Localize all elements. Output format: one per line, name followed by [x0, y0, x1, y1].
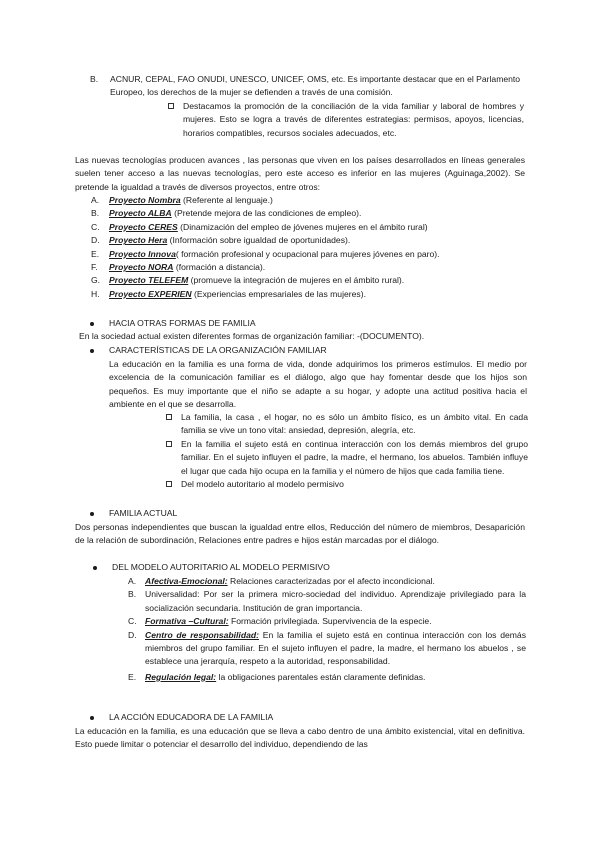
project-desc: (Dinamización del empleo de jóvenes mujeres en el ámbito rural)	[177, 221, 428, 232]
section-heading	[90, 507, 530, 520]
model-list	[128, 575, 526, 684]
list-marker: G.	[91, 275, 101, 286]
checkbox-bullet-icon	[168, 103, 174, 109]
heading-text: DEL MODELO AUTORITARIO AL MODELO PERMISIVO	[112, 562, 330, 572]
item-desc: Universalidad: Por ser la primera micro-sociedad del individuo. Aprendizaje privilegiado para la socialización secundaria. Institución de gran importancia.	[145, 589, 526, 613]
paragraph: La educación en la familia es una forma de vida, donde adquirimos los primeros estímulos. El medio por excelencia de la comunicación familiar es el diálogo, algo que hay fomentar desde que los hijos son pequeños. Es muy importante que el niño se adapte a su hogar, y adopte una actitud positiva hacia el ambiente en el que se desarrolla.	[109, 359, 527, 410]
heading-text: FAMILIA ACTUAL	[109, 508, 178, 518]
bullet-text: Destacamos la promoción de la conciliación de la vida familiar y laboral de hombres y mujeres. Esto se logra a través de diferentes estrategias: permisos, apoyos, licencias, horarios compatibles, recursos sociales adecuados, etc.	[183, 101, 524, 138]
bullet-icon	[90, 322, 94, 326]
list-marker: B.	[128, 589, 137, 600]
list-item	[91, 234, 531, 247]
checkbox-bullet-item	[166, 438, 528, 478]
item-term: Formativa –Cultural:	[145, 616, 229, 627]
bullet-text: En la familia el sujeto está en continua interacción con los demás miembros del grupo familiar. En el sujeto influyen el padre, la madre, el hermano, los abuelos. También influye el lugar que cada hijo ocupa en la familia y el número de hijos que cada familia tiene.	[181, 438, 528, 476]
list-marker: D.	[128, 629, 137, 640]
checkbox-bullet-icon	[166, 414, 172, 420]
heading-text: HACIA OTRAS FORMAS DE FAMILIA	[109, 318, 256, 328]
project-desc: (formación a distancia).	[173, 262, 266, 273]
list-marker: D.	[91, 235, 100, 246]
list-item	[128, 629, 526, 669]
bullet-icon	[90, 512, 94, 516]
list-marker: B.	[90, 74, 99, 84]
project-desc: (Información sobre igualdad de oportunidades).	[167, 235, 351, 246]
list-item	[91, 288, 531, 301]
list-item	[91, 221, 531, 234]
project-name: Proyecto NORA	[109, 262, 174, 273]
paragraph: La educación en la familia, es una educación que se lleva a cabo dentro de una ámbito existencial, vital en definitiva. Esto puede limitar o potenciar el desarrollo del individuo, dependiendo de las	[75, 726, 525, 750]
project-desc: (Experiencias empresariales de las mujeres).	[191, 288, 366, 299]
heading-text: LA ACCIÓN EDUCADORA DE LA FAMILIA	[109, 712, 274, 722]
list-marker: E.	[128, 671, 137, 682]
list-marker: H.	[91, 288, 100, 299]
list-item	[91, 274, 531, 287]
list-item	[90, 73, 524, 99]
item-term: Regulación legal:	[145, 671, 217, 682]
section-heading	[90, 344, 530, 357]
project-desc: (Referente al lenguaje.)	[180, 195, 273, 205]
checkbox-bullet-item	[166, 411, 528, 438]
list-marker: F.	[91, 262, 98, 273]
project-name: Proyecto Innova	[109, 248, 176, 259]
item-desc: Formación privilegiada. Supervivencia de la especie.	[228, 616, 432, 627]
section-heading	[90, 711, 530, 724]
list-marker: A.	[128, 576, 137, 586]
item-desc: la obligaciones parentales están claramente definidas.	[216, 671, 426, 682]
checkbox-bullet-icon	[166, 441, 172, 447]
bullet-text: Del modelo autoritario al modelo permisivo	[181, 479, 344, 490]
bullet-text: La familia, la casa , el hogar, no es sólo un ámbito físico, es un ámbito vital. En cada familia se vive un tono vital: ansiedad, depresión, alegría, etc.	[181, 412, 528, 436]
list-marker: E.	[91, 248, 100, 259]
list-marker: C.	[128, 616, 137, 627]
list-marker: C.	[91, 221, 100, 232]
list-item	[128, 588, 526, 615]
item-desc: En la familia el sujeto está en continua interacción con los demás miembros del grupo familiar. En el sujeto influyen el padre, la madre, el hermano los abuelos , se establece una jerarquía, respeto a la autoridad, responsabilidad.	[145, 629, 526, 667]
list-item	[91, 207, 531, 220]
project-name: Proyecto Hera	[109, 235, 168, 246]
section-heading	[90, 317, 530, 330]
paragraph: En la sociedad actual existen diferentes formas de organización familiar: -(DOCUMENTO).	[79, 331, 425, 341]
item-desc: Relaciones caracterizadas por el afecto incondicional.	[227, 576, 435, 586]
list-item-text: ACNUR, CEPAL, FAO ONUDI, UNESCO, UNICEF, OMS, etc. Es importante destacar que en el Parlamento Europeo, los derechos de la mujer se defienden a través de una comisión.	[110, 74, 521, 98]
checkbox-bullet-item	[166, 478, 528, 491]
bullet-icon	[90, 716, 94, 720]
list-item	[91, 261, 531, 274]
paragraph: Dos personas independientes que buscan la igualdad entre ellos, Reducción del número de miembros, Desaparición de la relación de subordinación, Relaciones entre padres e hijos están marcadas por el diálogo.	[75, 522, 525, 546]
item-term: Centro de responsabilidad:	[145, 629, 259, 640]
project-name: Proyecto ALBA	[109, 208, 172, 219]
project-name: Proyecto TELEFEM	[109, 275, 189, 286]
list-item	[91, 248, 531, 261]
project-name: Proyecto EXPERIEN	[109, 288, 192, 299]
checkbox-bullet-icon	[166, 481, 172, 487]
list-marker: B.	[91, 208, 100, 219]
project-desc: (promueve la integración de mujeres en el ámbito rural).	[188, 275, 405, 286]
checkbox-bullet-item	[168, 100, 524, 140]
paragraph: Las nuevas tecnologías producen avances , las personas que viven en los países desarrollados en líneas generales suelen tener acceso a las nuevas tecnologías, pero este acceso es inferior en las mujeres (Aguinaga,2002). Se pretende la igualdad a través de diversos proyectos, entre otros:	[75, 155, 525, 192]
section-heading	[93, 561, 533, 574]
heading-text: CARACTERÍSTICAS DE LA ORGANIZACIÓN FAMILIAR	[109, 345, 327, 355]
checkbox-list	[166, 411, 528, 491]
list-item	[128, 575, 526, 588]
item-term: Afectiva-Emocional:	[145, 576, 228, 586]
bullet-icon	[93, 566, 97, 570]
list-marker: A.	[91, 195, 100, 205]
project-desc: ( formación profesional y ocupacional para mujeres jóvenes en paro).	[175, 248, 440, 259]
projects-list	[91, 194, 531, 301]
list-item	[128, 671, 526, 684]
project-desc: (Pretende mejora de las condiciones de empleo).	[171, 208, 362, 219]
project-name: Proyecto CERES	[109, 221, 178, 232]
bullet-icon	[90, 349, 94, 353]
list-item	[91, 194, 531, 207]
list-item	[128, 615, 526, 628]
project-name: Proyecto Nombra	[109, 195, 181, 205]
